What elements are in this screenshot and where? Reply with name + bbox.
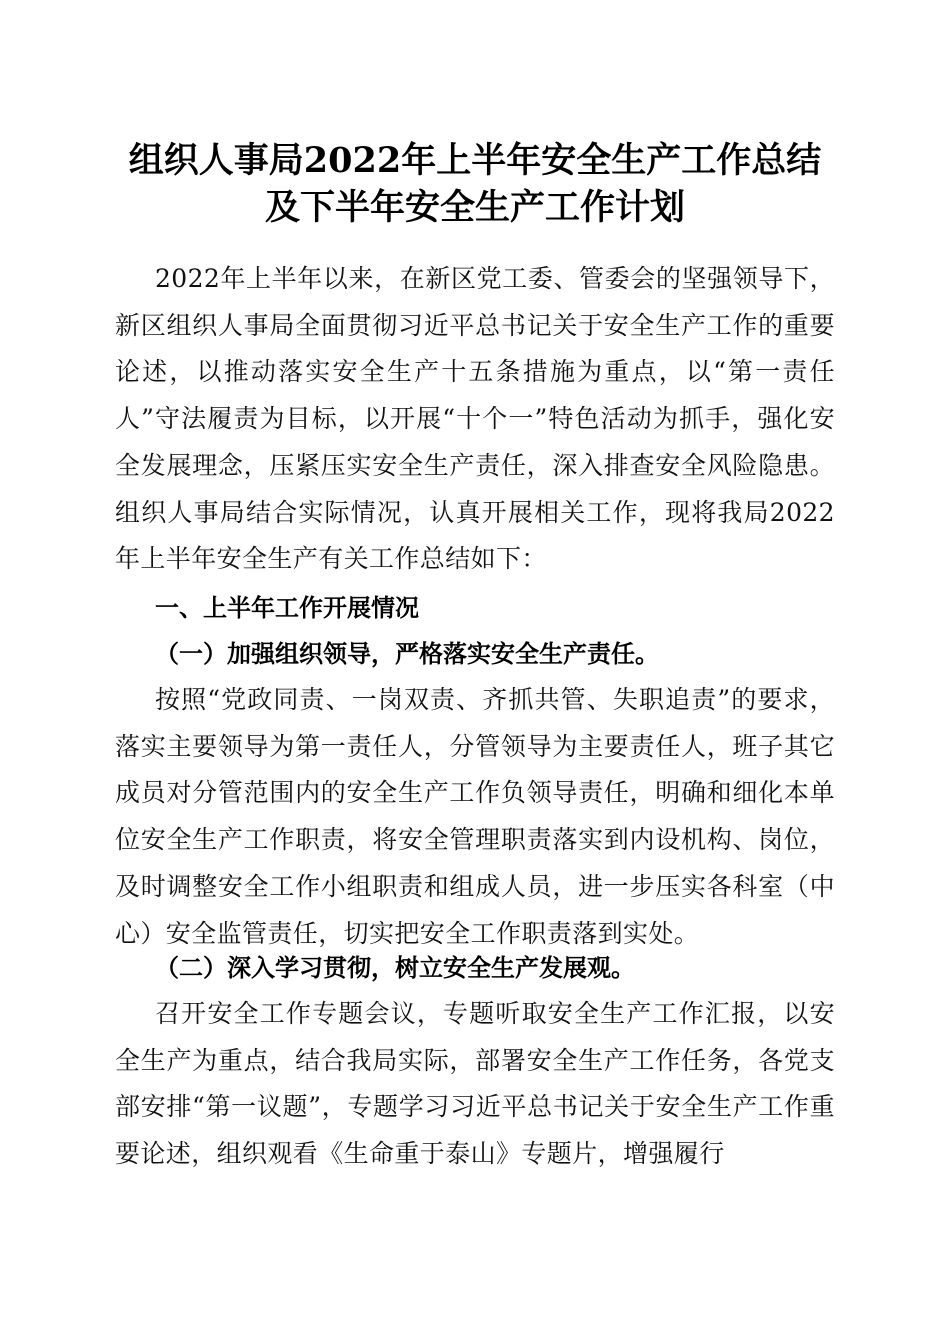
section-heading-1: 一、上半年工作开展情况 (155, 594, 419, 622)
document-title-line-1: 组织人事局2022年上半年安全生产工作总结 (128, 140, 822, 181)
subsection-heading-1: （一）加强组织领导，严格落实安全生产责任。 (155, 639, 659, 668)
document-title-line-2: 及下半年安全生产工作计划 (264, 187, 685, 228)
subsection-2-paragraph: 召开安全工作专题会议，专题听取安全生产工作汇报，以安全生产为重点，结合我局实际，部署安全生产工作任务，各党支部安排“第一议题”，专题学习习近平总书记关于安全生产工作重要论述，组织观看《生命重于泰山》专题片，增强履行 (115, 999, 835, 1169)
subsection-1-paragraph: 按照“党政同责、一岗双责、齐抓共管、失职追责”的要求，落实主要领导为第一责任人，分管领导为主要责任人，班子其它成员对分管范围内的安全生产工作负领导责任，明确和细化本单位安全生产工作职责，将安全管理职责落实到内设机构、岗位，及时调整安全工作小组职责和组成人员，进一步压实各科室（中心）安全监管责任，切实把安全工作职责落到实处。 (115, 685, 835, 948)
intro-paragraph: 2022年上半年以来，在新区党工委、管委会的坚强领导下，新区组织人事局全面贯彻习近平总书记关于安全生产工作的重要论述，以推动落实安全生产十五条措施为重点，以“第一责任人”守法履责为目标，以开展“十个一”特色活动为抓手，强化安全发展理念，压紧压实安全生产责任，深入排查安全风险隐患。组织人事局结合实际情况，认真开展相关工作，现将我局2022年上半年安全生产有关工作总结如下： (115, 264, 835, 574)
subsection-heading-2: （二）深入学习贯彻，树立安全生产发展观。 (155, 953, 635, 982)
